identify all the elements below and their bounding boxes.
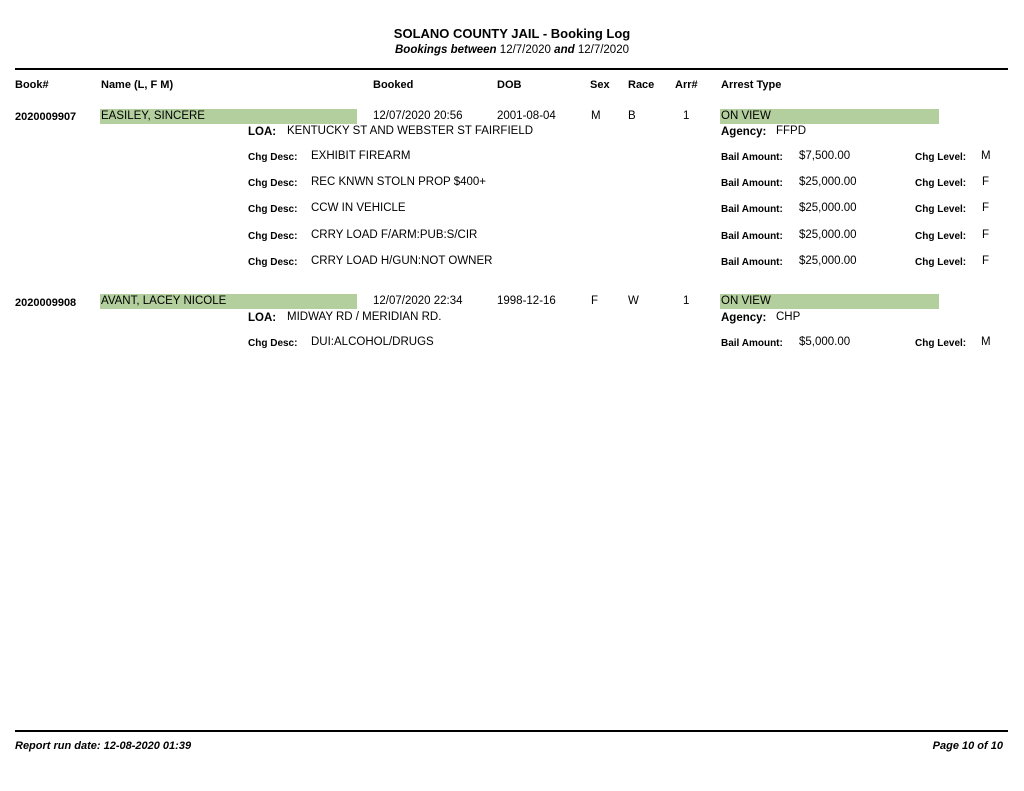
booking-number: 2020009907 <box>15 111 77 123</box>
sex: M <box>591 110 601 122</box>
loa-label: LOA: <box>248 312 277 324</box>
agency-value: CHP <box>776 311 801 323</box>
loa-value: MIDWAY RD / MERIDIAN RD. <box>287 311 442 323</box>
date-to: 12/7/2020 <box>577 44 629 56</box>
chg-desc-label: Chg Desc: <box>248 152 298 163</box>
page-number: Page 10 of 10 <box>932 740 1003 752</box>
loa-value: KENTUCKY ST AND WEBSTER ST FAIRFIELD <box>287 125 534 137</box>
race: W <box>628 295 639 307</box>
inmate-name: EASILEY, SINCERE <box>100 109 357 124</box>
chg-level-label: Chg Level: <box>915 338 967 349</box>
bail-amount-value: $25,000.00 <box>799 229 857 241</box>
chg-level-value: M <box>981 150 991 162</box>
agency-label: Agency: <box>721 126 767 138</box>
header-rule-top <box>15 68 1008 70</box>
dob: 1998-12-16 <box>497 295 556 307</box>
inmate-name: AVANT, LACEY NICOLE <box>100 294 357 309</box>
arrest-count: 1 <box>683 110 690 122</box>
race: B <box>628 110 636 122</box>
chg-desc-label: Chg Desc: <box>248 338 298 349</box>
column-header-sex: Sex <box>590 79 610 91</box>
arrest-type: ON VIEW <box>720 109 939 124</box>
bail-amount-label: Bail Amount: <box>721 257 783 268</box>
chg-level-value: F <box>982 229 990 241</box>
chg-desc-value: CRRY LOAD F/ARM:PUB:S/CIR <box>311 229 478 241</box>
chg-level-value: F <box>982 255 990 267</box>
booked-datetime: 12/07/2020 20:56 <box>373 110 463 122</box>
chg-level-value: F <box>982 202 990 214</box>
sex: F <box>591 295 599 307</box>
column-header-arr: Arr# <box>675 79 698 91</box>
report-subtitle <box>0 44 1024 56</box>
column-header-name: Name (L, F M) <box>101 79 174 91</box>
date-from: 12/7/2020 <box>499 44 551 56</box>
report-title: SOLANO COUNTY JAIL - Booking Log <box>393 26 631 41</box>
column-header-book: Book# <box>15 79 49 91</box>
agency-value: FFPD <box>776 125 807 137</box>
chg-desc-label: Chg Desc: <box>248 257 298 268</box>
chg-desc-value: EXHIBIT FIREARM <box>311 150 411 162</box>
bail-amount-label: Bail Amount: <box>721 152 783 163</box>
dob: 2001-08-04 <box>497 110 556 122</box>
bail-amount-label: Bail Amount: <box>721 231 783 242</box>
chg-desc-label: Chg Desc: <box>248 204 298 215</box>
chg-level-label: Chg Level: <box>915 257 967 268</box>
chg-desc-label: Chg Desc: <box>248 178 298 189</box>
bail-amount-value: $25,000.00 <box>799 255 857 267</box>
chg-level-label: Chg Level: <box>915 178 967 189</box>
column-header-booked: Booked <box>373 79 414 91</box>
report-run-date: Report run date: 12-08-2020 01:39 <box>15 740 192 752</box>
bail-amount-label: Bail Amount: <box>721 178 783 189</box>
subtitle-prefix: Bookings between <box>394 44 497 56</box>
booking-number: 2020009908 <box>15 297 77 309</box>
booked-datetime: 12/07/2020 22:34 <box>373 295 463 307</box>
chg-level-label: Chg Level: <box>915 152 967 163</box>
chg-level-value: M <box>981 336 991 348</box>
footer-rule <box>15 730 1008 732</box>
column-header-race: Race <box>628 79 655 91</box>
bail-amount-value: $25,000.00 <box>799 202 857 214</box>
chg-level-value: F <box>982 176 990 188</box>
chg-desc-value: CRRY LOAD H/GUN:NOT OWNER <box>311 255 493 267</box>
chg-level-label: Chg Level: <box>915 231 967 242</box>
column-header-dob: DOB <box>497 79 522 91</box>
chg-desc-value: DUI:ALCOHOL/DRUGS <box>311 336 434 348</box>
bail-amount-value: $5,000.00 <box>799 336 851 348</box>
chg-desc-value: CCW IN VEHICLE <box>311 202 406 214</box>
loa-label: LOA: <box>248 126 277 138</box>
agency-label: Agency: <box>721 312 767 324</box>
bail-amount-value: $25,000.00 <box>799 176 857 188</box>
bail-amount-value: $7,500.00 <box>799 150 851 162</box>
bail-amount-label: Bail Amount: <box>721 204 783 215</box>
bail-amount-label: Bail Amount: <box>721 338 783 349</box>
chg-level-label: Chg Level: <box>915 204 967 215</box>
column-header-arrest-type: Arrest Type <box>721 79 782 91</box>
chg-desc-label: Chg Desc: <box>248 231 298 242</box>
arrest-count: 1 <box>683 295 690 307</box>
chg-desc-value: REC KNWN STOLN PROP $400+ <box>311 176 487 188</box>
subtitle-and: and <box>554 44 575 56</box>
arrest-type: ON VIEW <box>720 294 939 309</box>
